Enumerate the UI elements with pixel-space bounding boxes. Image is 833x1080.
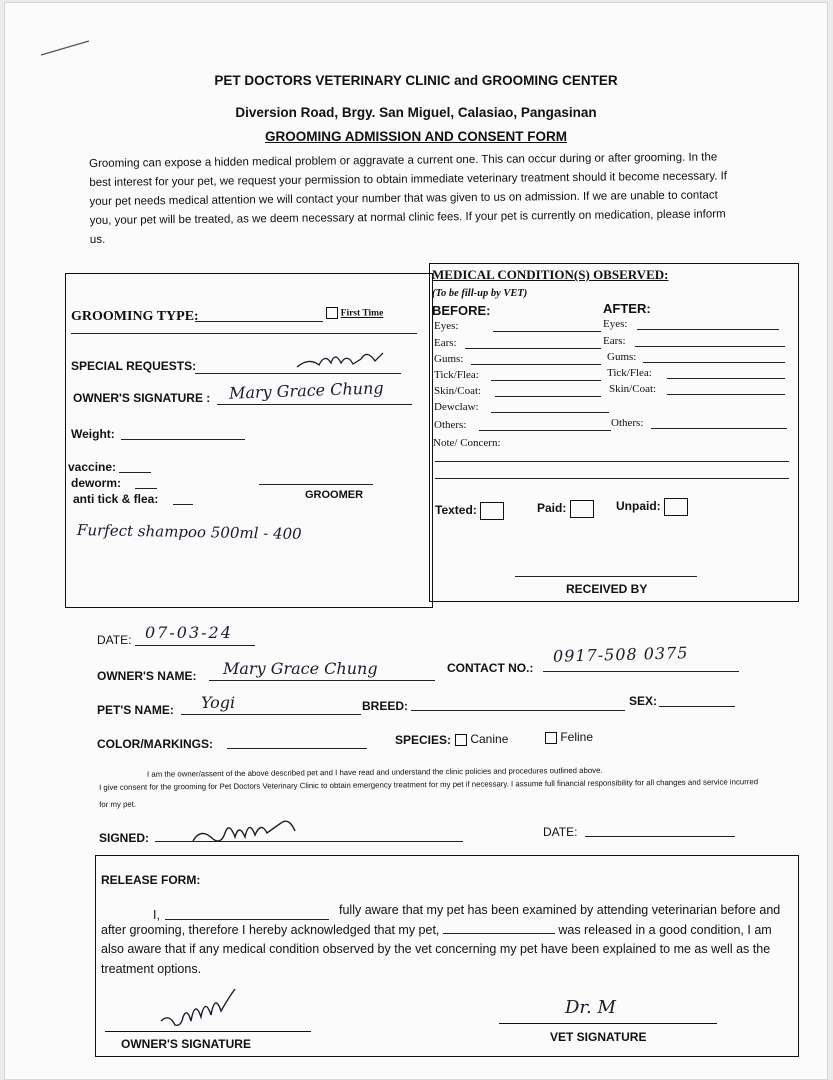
owner-name-field[interactable] [209, 680, 435, 681]
sex-field[interactable] [659, 706, 735, 707]
feline-label: Feline [560, 730, 594, 744]
color-label: COLOR/MARKINGS: [97, 737, 213, 751]
owner-signature-value: Mary Grace Chung [228, 378, 384, 403]
owner-signature-field[interactable] [217, 404, 412, 405]
breed-label: BREED: [362, 699, 409, 713]
owner-name-value: Mary Grace Chung [223, 659, 378, 678]
grooming-type-field[interactable] [195, 321, 323, 322]
pet-name-field[interactable] [181, 714, 361, 715]
before-label: BEFORE: [432, 303, 491, 318]
species-label: SPECIES: [395, 733, 452, 747]
before-field-line[interactable] [465, 348, 601, 349]
before-field-label: Skin/Coat: [434, 385, 482, 397]
weight-field[interactable] [121, 439, 245, 440]
anti-tick-field[interactable] [173, 504, 193, 505]
signed-label: SIGNED: [99, 831, 150, 845]
before-field-label: Others: [434, 419, 467, 431]
first-time-option[interactable] [326, 307, 383, 319]
received-by-label: RECEIVED BY [566, 582, 648, 596]
vet-signature-label: VET SIGNATURE [550, 1030, 647, 1044]
date-label: DATE: [97, 633, 132, 647]
after-field-label: Tick/Flea: [607, 367, 652, 379]
pet-name-value: Yogi [201, 693, 236, 712]
anti-tick-label: anti tick & flea: [73, 492, 159, 506]
clinic-name: PET DOCTORS VETERINARY CLINIC and GROOMING CENTER [214, 73, 618, 88]
contact-label: CONTACT NO.: [447, 661, 534, 675]
special-requests-label: SPECIAL REQUESTS: [71, 359, 197, 373]
before-field-line[interactable] [491, 412, 609, 413]
canine-label: Canine [470, 732, 509, 746]
after-field-label: Gums: [607, 351, 637, 363]
before-field-line[interactable] [479, 430, 611, 431]
contact-value: 0917-508 0375 [552, 643, 689, 666]
unpaid-checkbox[interactable] [664, 498, 688, 516]
consent-date-label: DATE: [543, 825, 578, 839]
release-paragraph [101, 901, 793, 979]
pet-name-label: PET'S NAME: [97, 703, 174, 717]
vaccine-label: vaccine: [68, 460, 117, 474]
breed-field[interactable] [411, 710, 625, 711]
owner-signature-release-label: OWNER'S SIGNATURE [121, 1037, 251, 1051]
owner-signature-line[interactable] [105, 1031, 311, 1032]
unpaid-option[interactable] [616, 498, 688, 516]
texted-label: Texted: [435, 503, 477, 518]
paid-checkbox[interactable] [570, 500, 594, 518]
initial-scribble [295, 347, 387, 375]
contact-field[interactable] [543, 671, 739, 672]
after-field-line[interactable] [637, 329, 779, 330]
paid-option[interactable] [537, 500, 594, 518]
intro-paragraph: Grooming can expose a hidden medical problem or aggravate a current one. This can occur during or after grooming. In the best interest for your pet, we request your permission to obtain immediate veterinary treatment should it become necessary. If your pet needs medical attention we will contact your number that was given to us on admission. If we are unable to contact you, your pet will be treated, as we deem necessary at normal clinic fees. If your pet is currently on medication, please inform us. [89, 151, 728, 246]
owner-initial-signature [191, 815, 301, 849]
release-text-2: was released in a good condition, I am also aware that if any medical condition observed by the vet concerning my pet have been explained to me as well as the treatment options. [101, 922, 772, 976]
deworm-field[interactable] [135, 488, 157, 489]
vaccine-field[interactable] [119, 472, 151, 473]
date-value: 07-03-24 [145, 623, 233, 642]
note-concern-label: Note/ Concern: [433, 437, 501, 449]
before-field-label: Eyes: [434, 320, 459, 332]
note-line-1[interactable] [435, 461, 789, 462]
first-time-checkbox[interactable] [326, 307, 338, 319]
after-field-line[interactable] [635, 346, 785, 347]
consent-line-1: I am the owner/assent of the above described pet and I have read and understand the clinic policies and procedures outlined above. [146, 765, 603, 779]
weight-label: Weight: [71, 427, 115, 441]
grooming-type-line-2 [71, 333, 417, 334]
paid-label: Paid: [537, 501, 567, 516]
release-title: RELEASE FORM: [101, 873, 201, 887]
medical-subtitle: (To be fill-up by VET) [432, 288, 528, 299]
after-field-label: Others: [611, 417, 644, 429]
release-i: I, [153, 908, 160, 922]
feline-checkbox[interactable] [545, 732, 557, 744]
before-field-label: Tick/Flea: [434, 369, 479, 381]
before-field-line[interactable] [471, 364, 601, 365]
note-line-2[interactable] [435, 478, 789, 479]
release-owner-signature [155, 987, 251, 1035]
before-field-line[interactable] [495, 396, 601, 397]
received-by-field[interactable] [515, 576, 697, 577]
before-field-label: Dewclaw: [434, 401, 479, 413]
after-field-line[interactable] [667, 378, 785, 379]
groomer-label: GROOMER [305, 489, 364, 501]
consent-line-2: I give consent for the grooming for Pet Doctors Veterinary Clinic to obtain emergency treatment for my pet if necessary. I assume full financial responsibility for all changes and service incurred for my pet. [99, 777, 759, 809]
texted-checkbox[interactable] [480, 502, 504, 520]
release-pet-field[interactable] [443, 922, 555, 934]
sex-label: SEX: [629, 694, 658, 708]
release-text-1: fully aware that my pet has been examined by attending veterinarian before and after grooming, therefore I hereby acknowledged that my pet, [101, 903, 781, 937]
before-field-line[interactable] [493, 331, 601, 332]
before-field-label: Ears: [434, 337, 457, 349]
form-title: GROOMING ADMISSION AND CONSENT FORM [265, 129, 567, 144]
owner-signature-label: OWNER'S SIGNATURE : [73, 391, 211, 405]
after-field-line[interactable] [667, 394, 785, 395]
after-field-line[interactable] [651, 428, 787, 429]
deworm-label: deworm: [71, 476, 122, 490]
owner-name-label: OWNER'S NAME: [97, 669, 197, 683]
consent-date-field[interactable] [585, 836, 735, 837]
first-time-label: First Time [340, 308, 384, 319]
after-field-label: Skin/Coat: [609, 383, 657, 395]
texted-option[interactable] [435, 502, 504, 520]
feline-option[interactable] [545, 730, 593, 744]
date-field[interactable] [135, 645, 255, 646]
canine-option[interactable] [455, 732, 508, 746]
handwritten-service-note: Furfect shampoo 500ml - 400 [76, 521, 302, 543]
vet-signature-value: Dr. M [565, 997, 616, 1018]
before-field-label: Gums: [434, 353, 464, 365]
pen-mark [37, 37, 97, 61]
form-page [4, 2, 828, 1080]
grooming-type-label: GROOMING TYPE: [71, 309, 199, 324]
vet-signature-line[interactable] [499, 1023, 717, 1024]
after-label: AFTER: [603, 301, 651, 316]
color-field[interactable] [227, 748, 367, 749]
after-field-label: Eyes: [603, 318, 628, 330]
after-field-label: Ears: [603, 335, 626, 347]
canine-checkbox[interactable] [455, 734, 467, 746]
after-field-line[interactable] [643, 362, 785, 363]
before-field-line[interactable] [491, 380, 601, 381]
groomer-signature-field[interactable] [259, 484, 373, 485]
clinic-address: Diversion Road, Brgy. San Miguel, Calasiao, Pangasinan [235, 105, 597, 120]
medical-title: MEDICAL CONDITION(S) OBSERVED: [432, 267, 669, 282]
unpaid-label: Unpaid: [616, 499, 661, 514]
